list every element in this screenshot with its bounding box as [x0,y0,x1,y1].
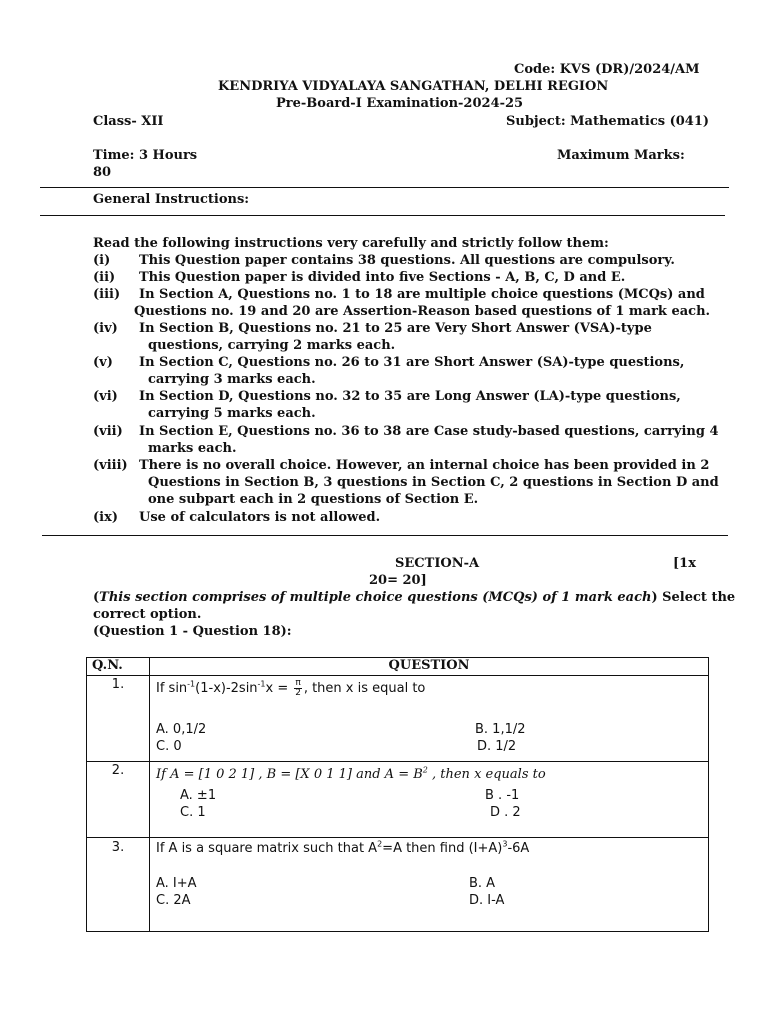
instruction-number: (iv) [93,321,118,336]
table-row [87,838,709,932]
q3-part: If A is a square matrix such that A [156,841,378,856]
instruction-text: This Question paper is divided into five Sections - A, B, C, D and E. [139,270,626,285]
section-description-line2: correct option. [93,607,202,622]
instruction-text: In Section A, Questions no. 1 to 18 are multiple choice questions (MCQs) and [139,287,705,302]
organization-name: KENDRIYA VIDYALAYA SANGATHAN, DELHI REGION [218,79,609,94]
option-b: B. 1,1/2 [475,722,526,737]
option-c: C. 0 [156,739,182,754]
q3-sup: 2 [377,839,383,849]
option-a: A. ±1 [180,788,217,803]
option-a: A. I+A [156,876,197,891]
question-text [156,679,425,698]
instruction-text: In Section E, Questions no. 36 to 38 are Case study-based questions, carrying 4 [139,424,719,439]
subject-label: Subject: Mathematics (041) [506,114,710,129]
divider-top [40,187,729,188]
question-number [87,762,150,838]
instructions-intro: Read the following instructions very carefully and strictly follow them: [93,236,609,251]
instruction-text: There is no overall choice. However, an internal choice has been provided in 2 [139,458,710,473]
q1-sup: -1 [187,679,196,689]
option-d: D. I-A [469,893,505,908]
instruction-text: Use of calculators is not allowed. [139,510,381,525]
instruction-number: (iii) [93,287,121,302]
question-number-text: 3. [111,840,125,855]
instruction-text: marks each. [148,441,237,456]
instruction-text: Questions no. 19 and 20 are Assertion-Reason based questions of 1 mark each. [134,304,711,319]
question-cell [150,676,709,762]
question-number [87,838,150,932]
question-range: (Question 1 - Question 18): [93,624,292,639]
q2-sup: 2 [422,765,428,775]
time-label: Time: 3 Hours [93,148,198,163]
instruction-text: Questions in Section B, 3 questions in Section C, 2 questions in Section D and [148,475,719,490]
question-cell [150,838,709,932]
exam-title: Pre-Board-I Examination-2024-25 [276,96,524,111]
q2-part: , then x equals to [427,767,546,782]
section-description-rest: ) Select the [651,590,736,605]
question-text [156,767,546,782]
fraction [294,679,301,698]
instruction-text: In Section C, Questions no. 26 to 31 are Short Answer (SA)-type questions, [139,355,685,370]
option-d: D . 2 [490,805,521,820]
question-table [86,657,709,932]
instruction-text: questions, carrying 2 marks each. [148,338,396,353]
q1-part: (1-x)-2sin [195,681,258,696]
option-b: B . -1 [485,788,520,803]
class-label: Class- XII [93,114,164,129]
section-description-italic: This section comprises of multiple choice questions (MCQs) of 1 mark each [99,590,652,605]
q1-part: If sin [156,681,188,696]
instruction-text: carrying 3 marks each. [148,372,316,387]
instruction-number: (ii) [93,270,116,285]
q1-sup: -1 [257,679,266,689]
instruction-number: (ix) [93,510,118,525]
question-cell [150,762,709,838]
max-marks-label: Maximum Marks: [557,148,685,163]
instruction-number: (vi) [93,389,118,404]
section-marks: [1x [673,556,696,571]
q3-part: =A then find (I+A) [382,841,503,856]
q3-part: -6A [507,841,530,856]
col-header-qn: Q.N. [87,658,150,676]
question-number-text: 1. [111,677,125,692]
option-d: D. 1/2 [477,739,517,754]
instruction-number: (vii) [93,424,123,439]
general-instructions-title: General Instructions: [93,192,250,207]
instruction-number: (viii) [93,458,128,473]
q3-sup: 3 [502,839,508,849]
q1-part: , then x is equal to [303,681,426,696]
instruction-text: This Question paper contains 38 questions. All questions are compulsory. [139,253,675,268]
q2-part: If A = [1 0 2 1] , B = [X 0 1 1] and A = B [156,767,423,782]
instruction-text: In Section B, Questions no. 21 to 25 are Very Short Answer (VSA)-type [139,321,652,336]
divider-instructions [40,215,725,216]
question-number-text: 2. [111,763,125,778]
fraction-denominator: 2 [295,688,301,698]
question-number [87,676,150,762]
instruction-text: In Section D, Questions no. 32 to 35 are Long Answer (LA)-type questions, [139,389,681,404]
instruction-number: (i) [93,253,111,268]
divider-section [42,535,728,536]
option-b: B. A [469,876,496,891]
max-marks-value: 80 [93,165,112,180]
q1-part: x = [265,681,293,696]
option-a: A. 0,1/2 [156,722,207,737]
col-header-question: QUESTION [150,658,709,676]
option-c: C. 2A [156,893,191,908]
section-title: SECTION-A [395,556,480,571]
instruction-number: (v) [93,355,113,370]
section-marks-total: 20= 20] [369,573,427,588]
fraction-numerator: π [295,678,301,688]
table-row [87,762,709,838]
instruction-text: carrying 5 marks each. [148,406,316,421]
section-description [93,590,735,605]
option-c: C. 1 [180,805,206,820]
instruction-text: one subpart each in 2 questions of Section E. [148,492,479,507]
table-header-row [87,658,709,676]
paper-code: Code: KVS (DR)/2024/AM [514,62,700,77]
paren-open: ( [93,590,100,605]
table-row [87,676,709,762]
question-text [156,841,529,856]
